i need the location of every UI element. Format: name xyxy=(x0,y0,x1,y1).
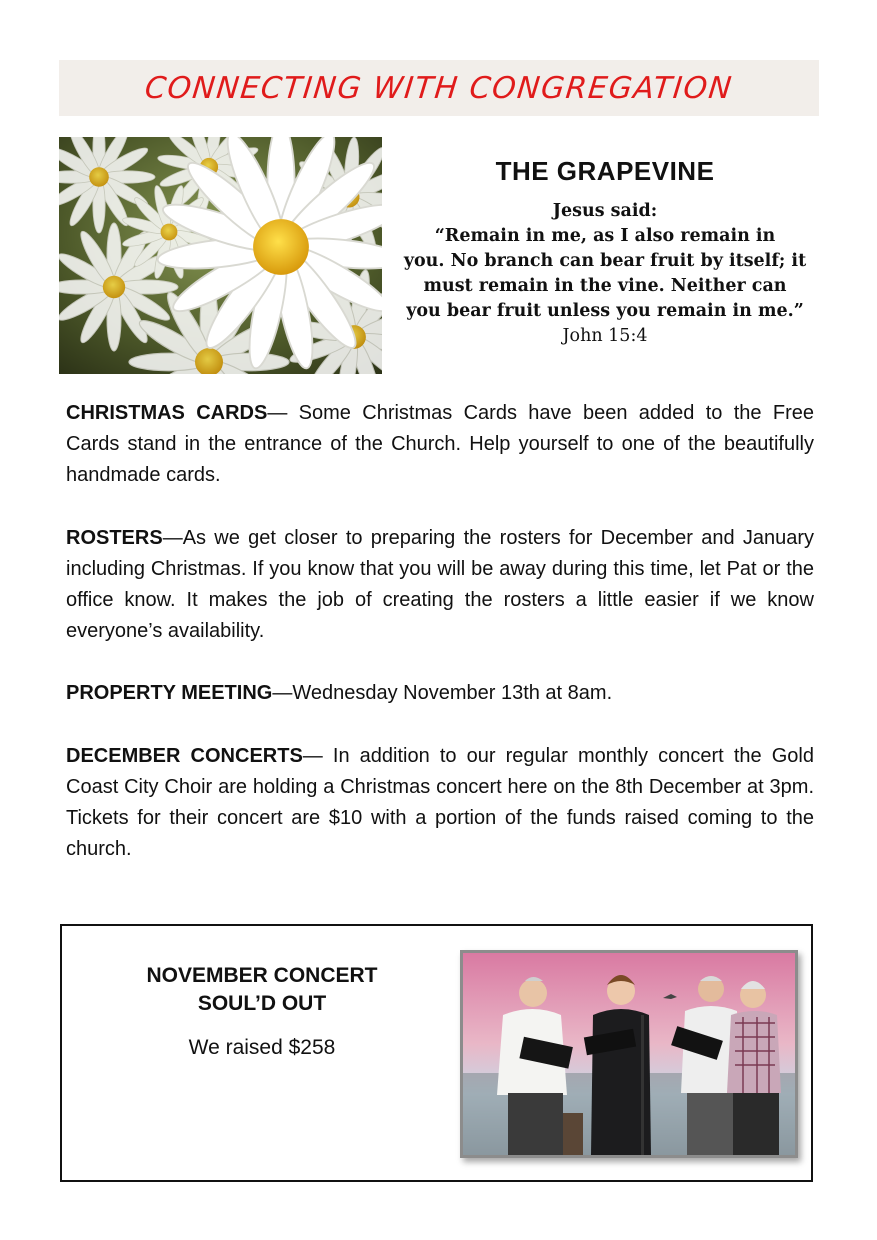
november-concert-box xyxy=(60,924,813,1182)
choir-photo xyxy=(460,950,798,1158)
verse-line: you bear fruit unless you remain in me.” xyxy=(406,301,804,321)
notice-heading: ROSTERS xyxy=(66,526,163,549)
notice-rosters xyxy=(66,523,814,648)
notice-body: —As we get closer to preparing the rosters for December and January including Christmas. If you know that you will be away during this time, let Pat or the office know. It makes the job of creating the rosters a little easier if we know everyone’s availability. xyxy=(66,526,814,643)
notice-body: —Wednesday November 13th at 8am. xyxy=(272,682,613,705)
notice-property-meeting xyxy=(66,678,814,709)
notice-heading: DECEMBER CONCERTS xyxy=(66,744,303,767)
notice-christmas-cards xyxy=(66,398,814,492)
verse-reference: John 15:4 xyxy=(562,326,648,346)
concert-subtitle: SOUL’D OUT xyxy=(197,992,327,1015)
notice-heading: PROPERTY MEETING xyxy=(66,682,273,705)
header-banner xyxy=(59,60,819,116)
notices-list xyxy=(66,398,814,896)
notice-december-concerts xyxy=(66,741,814,866)
banner-title: CONNECTING WITH CONGREGATION xyxy=(143,70,735,106)
notice-body: — In addition to our regular monthly concert the Gold Coast City Choir are holding a Christmas concert here on the 8th December at 3pm. Tickets for their concert are $10 with a portion of the funds raised coming to the church. xyxy=(66,744,814,861)
notice-heading: CHRISTMAS CARDS xyxy=(66,402,268,424)
concert-raised: We raised $258 xyxy=(188,1036,336,1059)
grapevine-section xyxy=(393,150,817,349)
notice-body: — Some Christmas Cards have been added to the Free Cards stand in the entrance of the Church. Help yourself to one of the beautifully handmade cards. xyxy=(66,402,815,487)
daisy-photo xyxy=(59,137,382,374)
concert-text xyxy=(102,962,422,1060)
verse-intro: Jesus said: xyxy=(552,201,658,221)
verse-line: “Remain in me, as I also remain in xyxy=(434,226,776,246)
verse-line: must remain in the vine. Neither can xyxy=(423,276,787,296)
verse-line: you. No branch can bear fruit by itself; it xyxy=(403,251,807,271)
concert-title: NOVEMBER CONCERT xyxy=(146,964,378,987)
daisy-illustration xyxy=(59,137,382,374)
grapevine-title: THE GRAPEVINE xyxy=(495,156,715,186)
choir-illustration xyxy=(463,953,795,1155)
scripture-verse xyxy=(393,199,817,349)
